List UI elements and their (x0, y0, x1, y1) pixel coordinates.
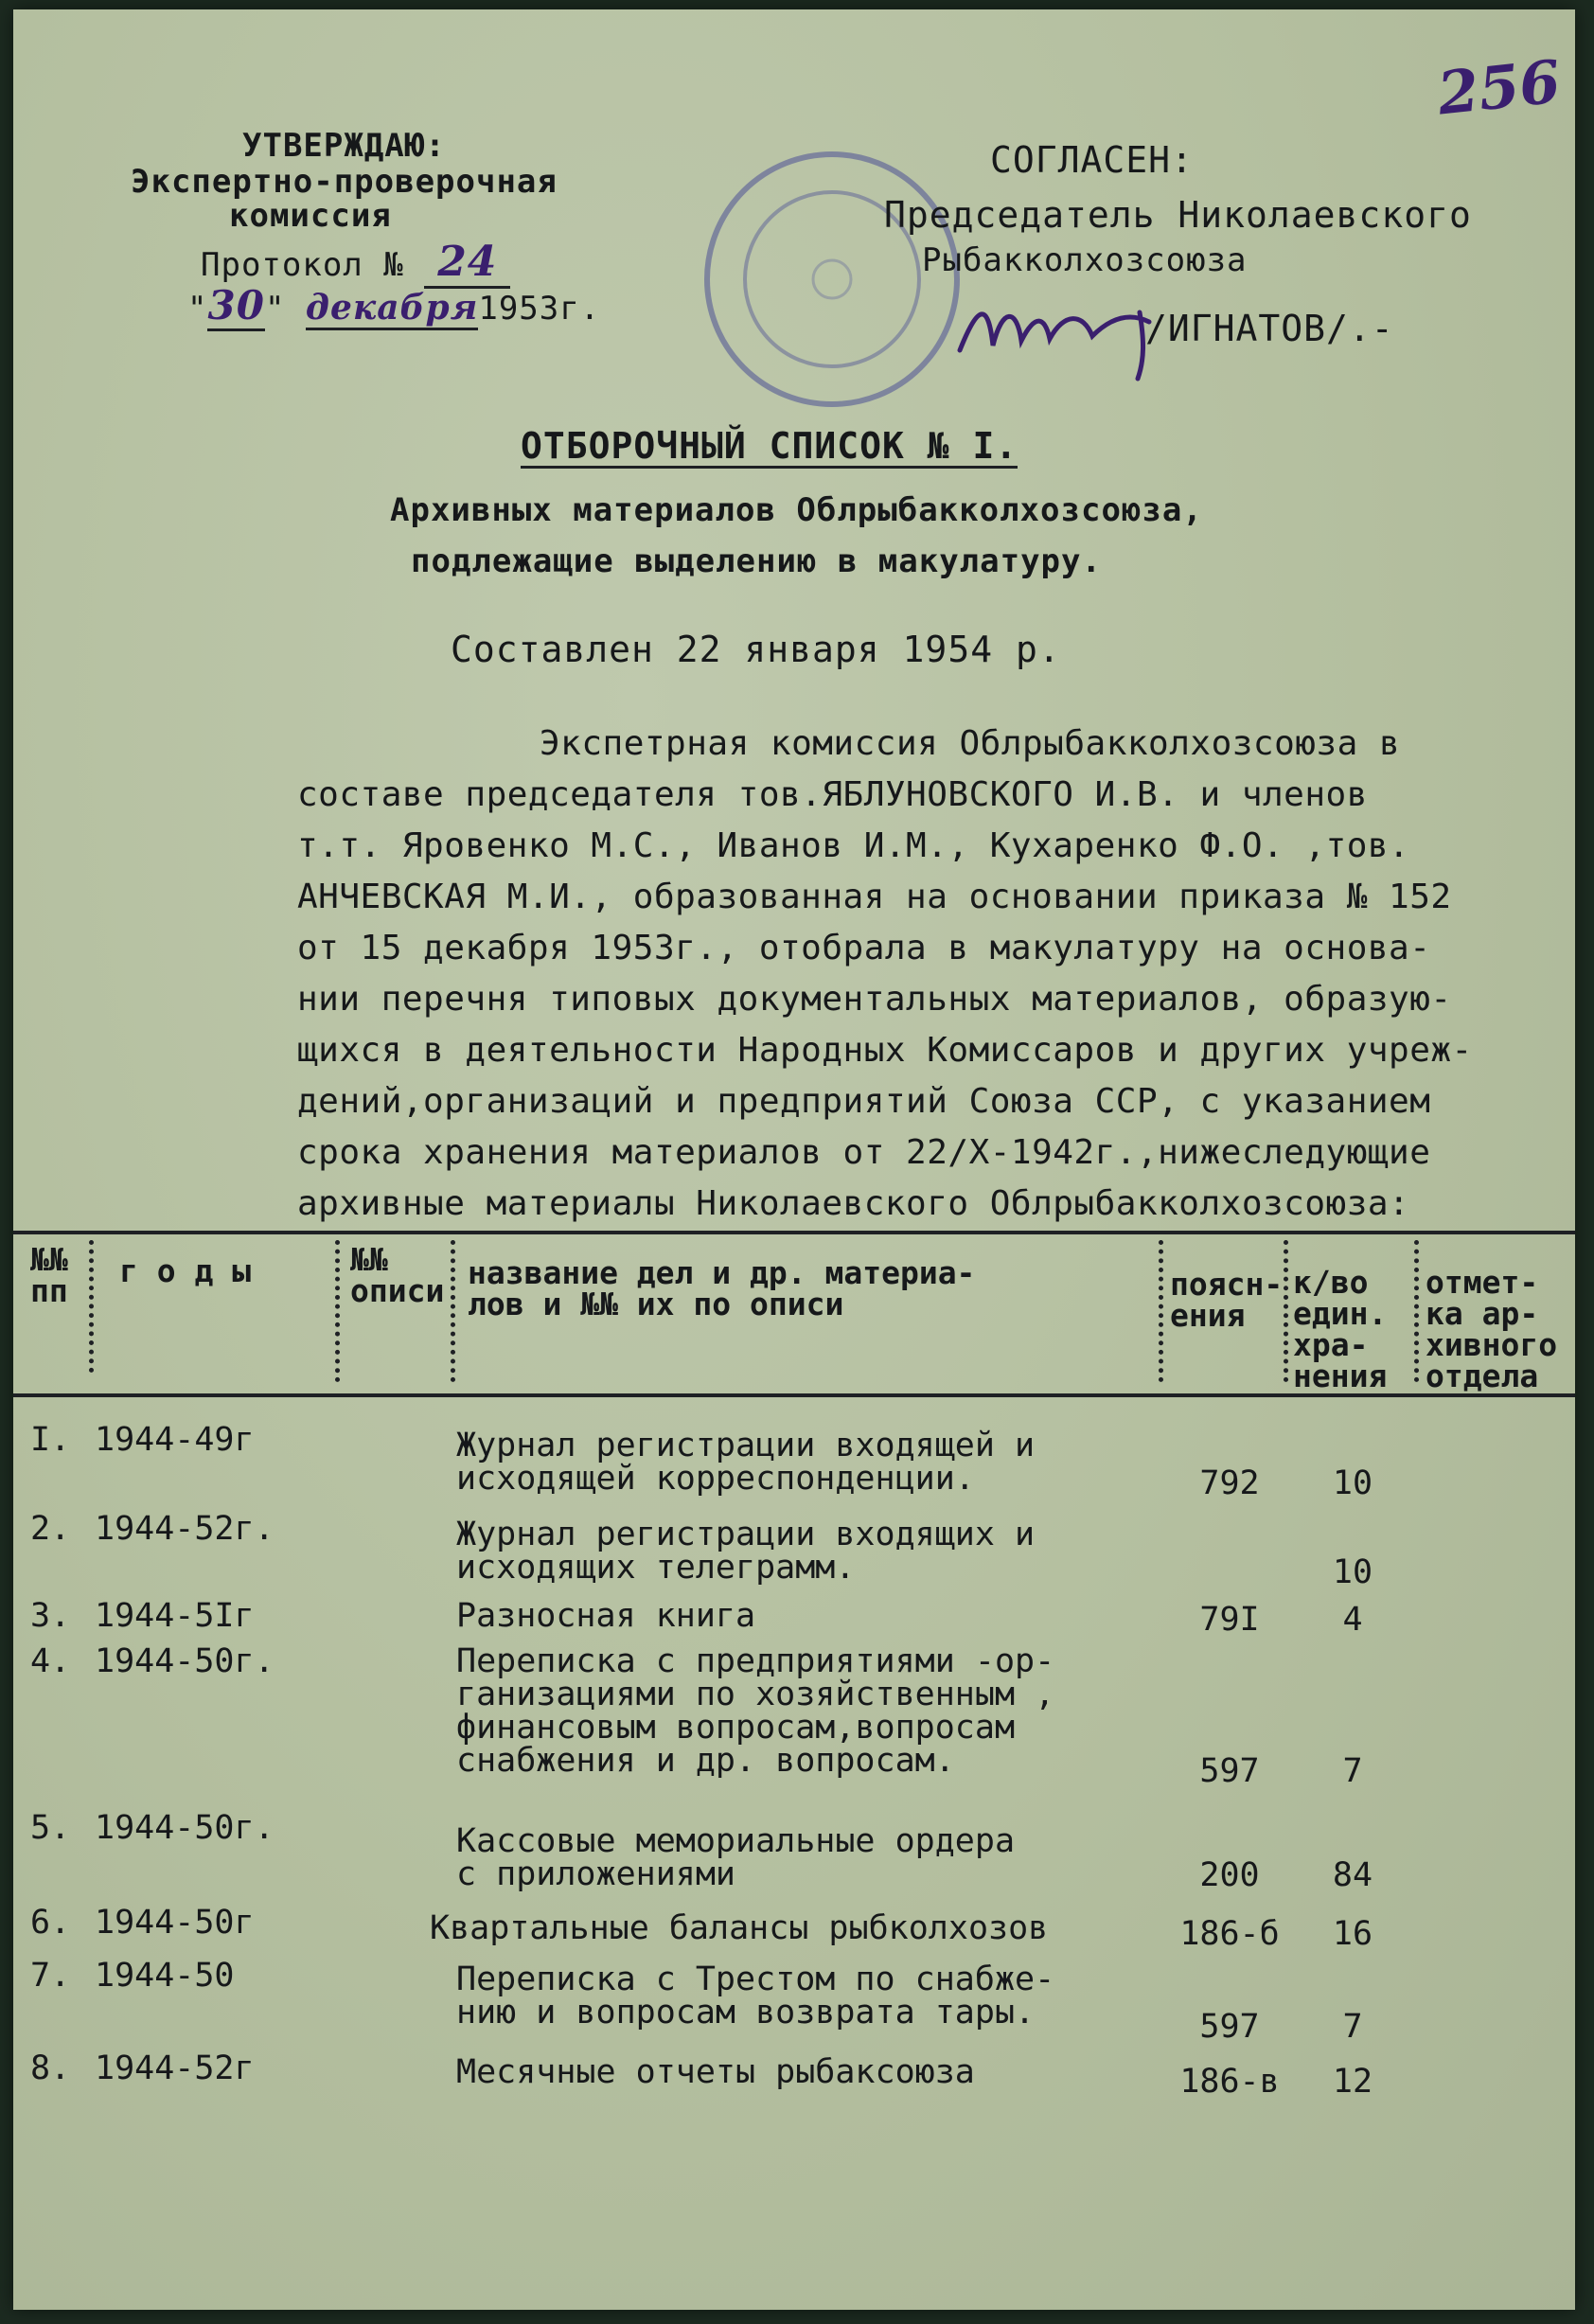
approved-line2: комиссия (229, 197, 392, 235)
row-name (430, 1909, 1049, 1947)
row-name-line: исходящей корреспонденции. (456, 1460, 975, 1498)
approved-date-line (187, 282, 601, 328)
row-name-line: ганизациями по хозяйственным , (456, 1676, 1055, 1713)
row-years: 1944-50 (95, 1957, 235, 1995)
row-no: 3. (30, 1597, 71, 1635)
row-no: I. (30, 1421, 71, 1459)
paragraph-line: дений,организаций и предприятий Союза ССР, с указанием (297, 1082, 1431, 1121)
paragraph-line: АНЧЕВСКАЯ М.И., образованная на основании приказа № 152 (297, 878, 1452, 916)
row-explanation: 186-б (1179, 1915, 1280, 1953)
compiled-date: Составлен 22 января 1954 р. (451, 629, 1061, 670)
row-no: 8. (30, 2049, 71, 2087)
paragraph-line: архивные материалы Николаевского Облрыбакколхозсоюза: (297, 1184, 1410, 1223)
signature-icon (950, 284, 1178, 388)
row-years: 1944-50г. (95, 1809, 275, 1847)
row-name (456, 1429, 1035, 1496)
header-storage-units (1293, 1264, 1388, 1394)
row-name (456, 1642, 1055, 1780)
row-explanation: 200 (1199, 1856, 1260, 1894)
header-no-line: пп (30, 1272, 68, 1309)
row-name (456, 1960, 1055, 2031)
row-name (456, 2053, 975, 2091)
header-storage-line: хра- (1293, 1326, 1369, 1363)
row-no: 4. (30, 1642, 71, 1680)
row-years: 1944-5Iг (95, 1597, 255, 1635)
header-inventory-line: описи (350, 1272, 445, 1309)
row-no: 7. (30, 1957, 71, 1995)
row-name-line: с приложениями (456, 1855, 736, 1893)
row-name-line: нию и вопросам возврата тары. (456, 1994, 1036, 2031)
row-name-line: снабжения и др. вопросам. (456, 1742, 955, 1780)
column-separator (89, 1240, 94, 1373)
list-title: ОТБОРОЧНЫЙ СПИСОК № I. (521, 425, 1018, 467)
date-year: 1953г. (478, 290, 601, 328)
paragraph-line: Экспетрная комиссия Облрыбакколхозсоюза в (540, 724, 1401, 763)
approved-line1: Экспертно-проверочная (131, 163, 558, 201)
header-inventory-line: №№ (350, 1241, 388, 1278)
column-separator (1284, 1240, 1288, 1382)
protocol-label: Протокол № (201, 246, 404, 284)
row-no: 5. (30, 1809, 71, 1847)
table-top-rule (13, 1231, 1575, 1234)
row-name-line: Кассовые мемориальные ордера (456, 1822, 1016, 1860)
header-no-line: №№ (30, 1241, 68, 1278)
row-units: 7 (1342, 1752, 1363, 1790)
row-years: 1944-52г (95, 2049, 255, 2087)
row-name-line: Разносная книга (456, 1597, 756, 1635)
row-years: 1944-50г (95, 1904, 255, 1942)
header-archive-line: ка ар- (1426, 1295, 1539, 1332)
document-sheet (13, 9, 1575, 2310)
row-explanation: 792 (1199, 1464, 1260, 1502)
row-no: 2. (30, 1510, 71, 1548)
row-name (456, 1822, 1016, 1893)
protocol-number: 24 (424, 238, 510, 289)
header-storage-line: нения (1293, 1357, 1388, 1394)
paragraph-line: составе председателя тов.ЯБЛУНОВСКОГО И.В. и членов (297, 775, 1368, 814)
row-name-line: Журнал регистрации входящей и (456, 1427, 1036, 1464)
column-separator (335, 1240, 340, 1382)
row-name-line: Переписка с предприятиями -ор- (456, 1642, 1055, 1680)
header-name (468, 1254, 976, 1322)
list-subtitle-2: подлежащие выделению в макулатуру. (411, 542, 1102, 580)
header-explanations-line: ения (1170, 1297, 1246, 1334)
date-month: декабря (306, 288, 478, 330)
column-separator (1159, 1240, 1163, 1382)
paragraph-line: т.т. Яровенко М.С., Иванов И.М., Кухаренко Ф.О. ,тов. (297, 826, 1410, 865)
header-explanations-line: поясн- (1170, 1266, 1284, 1303)
approved-protocol-line (201, 238, 510, 286)
row-name (456, 1518, 1035, 1585)
header-inventory (350, 1241, 445, 1309)
row-units: 7 (1342, 2008, 1363, 2046)
header-archive-line: отдела (1426, 1357, 1539, 1394)
row-units: 4 (1342, 1601, 1363, 1639)
paragraph-line: срока хранения материалов от 22/X-1942г.,нижеследующие (297, 1133, 1431, 1172)
row-name-line: исходящих телеграмм. (456, 1549, 856, 1587)
page-number: 256 (1434, 46, 1564, 129)
date-open-quote: " (187, 290, 208, 328)
row-units: 10 (1332, 1553, 1373, 1591)
date-mid-quote: " (264, 290, 286, 328)
header-name-line: название дел и др. материа- (468, 1254, 976, 1291)
row-units: 10 (1332, 1464, 1373, 1502)
agreed-signatory: /ИГНАТОВ/.- (1145, 308, 1394, 349)
row-name-line: Журнал регистрации входящих и (456, 1516, 1036, 1553)
paragraph-line: от 15 декабря 1953г., отобрала в макулатуру на основа- (297, 929, 1431, 967)
paragraph-line: нии перечня типовых документальных материалов, образую- (297, 980, 1452, 1019)
row-name (456, 1597, 756, 1635)
header-no (30, 1241, 68, 1309)
row-units: 84 (1332, 1856, 1373, 1894)
paragraph-line: щихся в деятельности Народных Комиссаров и других учреж- (297, 1031, 1473, 1070)
row-name-line: финансовым вопросам,вопросам (456, 1709, 1016, 1747)
agreed-line2: Рыбакколхозсоюза (922, 241, 1248, 279)
row-name-line: Переписка с Трестом по снабже- (456, 1960, 1055, 1998)
header-years: г о д ы (119, 1252, 252, 1289)
row-explanation: 597 (1199, 1752, 1260, 1790)
header-storage-line: к/во (1293, 1264, 1369, 1301)
agreed-title: СОГЛАСЕН: (990, 139, 1194, 181)
header-archive-mark (1426, 1264, 1558, 1394)
row-units: 16 (1332, 1915, 1373, 1953)
list-subtitle-1: Архивных материалов Облрыбакколхозсоюза, (390, 491, 1203, 529)
header-storage-line: един. (1293, 1295, 1388, 1332)
row-explanation: 597 (1199, 2008, 1260, 2046)
column-separator (451, 1240, 455, 1382)
row-no: 6. (30, 1904, 71, 1942)
approved-title: УТВЕРЖДАЮ: (242, 127, 446, 165)
row-explanation: 186-в (1179, 2063, 1280, 2101)
header-explanations (1170, 1266, 1284, 1334)
row-name-line: Квартальные балансы рыбколхозов (430, 1909, 1049, 1947)
column-separator (1414, 1240, 1419, 1382)
header-name-line: лов и №№ их по описи (468, 1286, 844, 1322)
header-archive-line: отмет- (1426, 1264, 1539, 1301)
row-years: 1944-50г. (95, 1642, 275, 1680)
agreed-line1: Председатель Николаевского (884, 194, 1472, 236)
row-years: 1944-52г. (95, 1510, 275, 1548)
row-explanation: 79I (1199, 1601, 1260, 1639)
header-archive-line: хивного (1426, 1326, 1558, 1363)
row-units: 12 (1332, 2063, 1373, 2101)
round-stamp-icon (695, 142, 969, 417)
row-name-line: Месячные отчеты рыбаксоюза (456, 2053, 975, 2091)
date-day: 30 (207, 282, 264, 331)
row-years: 1944-49г (95, 1421, 255, 1459)
